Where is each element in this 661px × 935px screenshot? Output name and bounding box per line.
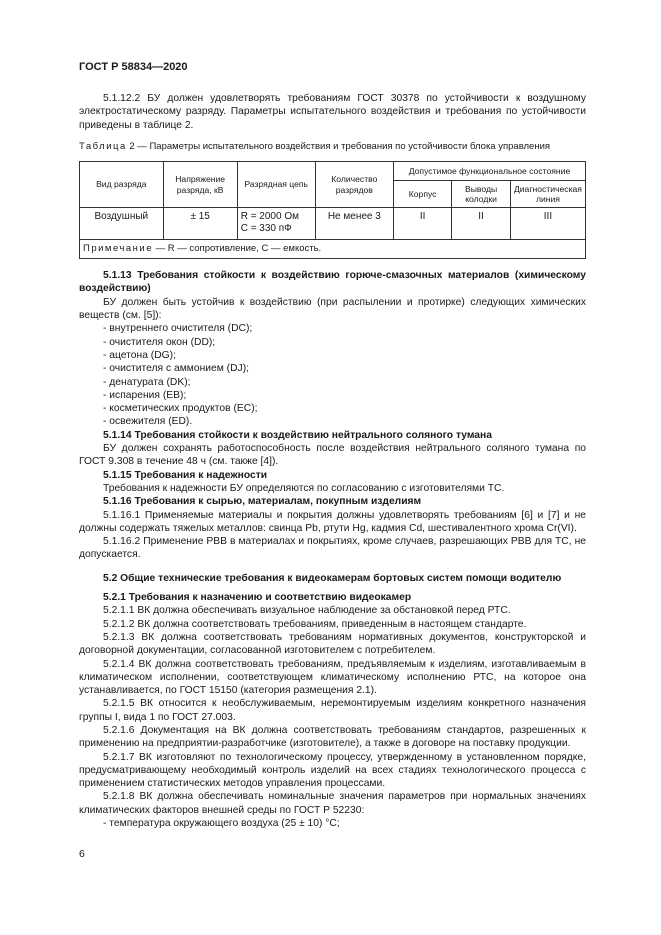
paragraph-5-2-1-5: 5.2.1.5 ВК относится к необслуживаемым, неремонтируемым изделиям конкретного назначения группы I, вида 1 по ГОСТ 27.003. (79, 698, 586, 723)
paragraph-5-2-1-4: 5.2.1.4 ВК должна соответствовать требованиям, предъявляемым к изделиям, изготавливаемым в климатическом исполнении, соответствующем климатическому исполнению РТС, на которое она устанавливается, по ГОСТ 15150 (категория размещения 2.1). (79, 658, 586, 697)
list-item: - очистителя окон (DD); (103, 336, 216, 348)
cell-count: Не менее 3 (315, 208, 393, 240)
cell-discharge-type: Воздушный (80, 208, 164, 240)
cell-diag-line: III (510, 208, 585, 240)
header-func-state: Допустимое функциональное состояние (393, 162, 585, 181)
paragraph-5-2-1-1: 5.2.1.1 ВК должна обеспечивать визуальное наблюдение за обстановкой перед РТС. (103, 605, 511, 617)
header-housing: Корпус (393, 181, 451, 208)
table-caption-label: Таблица (79, 140, 127, 152)
paragraph-5-2-1-8: 5.2.1.8 ВК должна обеспечивать номинальные значения параметров при нормальных значениях климатических факторов внешней среды по ГОСТ Р 52230: (79, 791, 586, 816)
header-count: Количество разрядов (315, 162, 393, 208)
header-voltage: Напряжение разряда, кВ (163, 162, 237, 208)
table-note-label: Примечание (83, 242, 153, 254)
header-diag-line: Диагностическая линия (510, 181, 585, 208)
table-caption-text: 2 — Параметры испытательного воздействия и требования по устойчивости блока управления (126, 140, 551, 152)
cell-terminals: II (452, 208, 511, 240)
cell-circuit-r: R = 2000 Ом (240, 211, 299, 223)
paragraph-5-2-1-7: 5.2.1.7 ВК изготовляют по технологическому процессу, утвержденному в установленном порядке, предусматривающему необходимый контроль изделий на всех стадиях технологического процесса с применением статистических методов управления процессами. (79, 751, 586, 790)
paragraph-5-1-16-1: 5.1.16.1 Применяемые материалы и покрытия должны удовлетворять требованиям [6] и [7] и не должны содержать тяжелых металлов: свинца Pb, ртути Hg, кадмия Cd, шестивалентного хрома Cr(VI). (79, 509, 586, 534)
paragraph-5-2-1-2: 5.2.1.2 ВК должна соответствовать требованиям, приведенным в настоящем стандарте. (103, 618, 527, 630)
table-2 (79, 161, 586, 259)
section-5-1-15-text: Требования к надежности БУ определяются по согласованию с изготовителями ТС. (103, 482, 505, 494)
paragraph-5-1-12-2: 5.1.12.2 БУ должен удовлетворять требованиям ГОСТ 30378 по устойчивости к воздушному электростатическому разряду. Параметры испытательного воздействия и требования по устойчивости приведены в таблице 2. (79, 93, 586, 131)
list-item: - денатурата (DK); (103, 376, 191, 388)
section-5-1-14-text: БУ должен сохранять работоспособность после воздействия нейтрального соляного тумана по ГОСТ 9.308 в течение 48 ч (см. также [4]). (79, 443, 586, 468)
section-5-2-1-title: 5.2.1 Требования к назначению и соответствию видеокамер (103, 592, 412, 604)
list-item: - очистителя с аммонием (DJ); (103, 363, 249, 375)
cell-housing: II (393, 208, 451, 240)
list-item: - освежителя (ED). (103, 416, 193, 428)
table-row (80, 208, 586, 240)
header-terminals: Выводы колодки (452, 181, 511, 208)
list-item: - температура окружающего воздуха (25 ± 10) °С; (103, 818, 340, 830)
list-item: - испарения (EB); (103, 389, 187, 401)
document-body (79, 92, 586, 830)
table-caption (79, 140, 586, 153)
section-5-2-title: 5.2 Общие технические требования к видеокамерам бортовых систем помощи водителю (103, 572, 562, 584)
page-number: 6 (79, 848, 85, 860)
section-5-1-15-title: 5.1.15 Требования к надежности (103, 469, 268, 481)
section-5-1-14-title: 5.1.14 Требования стойкости к воздействию нейтрального соляного тумана (103, 429, 492, 441)
paragraph-5-1-16-2: 5.1.16.2 Применение РВВ в материалах и покрытиях, кроме случаев, разрешающих РВВ для ТС, не допускается. (79, 536, 586, 561)
cell-voltage: ± 15 (163, 208, 237, 240)
cell-circuit (237, 208, 315, 240)
list-item: - внутреннего очистителя (DC); (103, 323, 253, 335)
table-note (80, 240, 586, 259)
header-circuit: Разрядная цепь (237, 162, 315, 208)
standard-header: ГОСТ Р 58834—2020 (79, 61, 188, 73)
paragraph-5-2-1-3: 5.2.1.3 ВК должна соответствовать требованиям нормативных документов, конструкторской и договорной документации, согласованной изготовителем с потребителем. (79, 631, 586, 657)
header-discharge-type: Вид разряда (80, 162, 164, 208)
cell-circuit-c: C = 330 пФ (240, 222, 292, 234)
section-5-1-13-text: БУ должен быть устойчив к воздействию (при распылении и протирке) следующих химических веществ (см. [5]): (79, 296, 586, 322)
list-item: - косметических продуктов (EC); (103, 403, 258, 415)
paragraph-5-2-1-6: 5.2.1.6 Документация на ВК должна соответствовать требованиям стандартов, разрешенных к применению на предприятии-разработчике (изготовителе), а также в договоре на поставку продукции. (79, 724, 586, 750)
list-item: - ацетона (DG); (103, 349, 176, 361)
section-5-1-13-title: 5.1.13 Требования стойкости к воздействию горюче-смазочных материалов (химическому воздействию) (79, 270, 586, 295)
section-5-1-16-title: 5.1.16 Требования к сырью, материалам, покупным изделиям (103, 496, 422, 508)
table-note-text: — R — сопротивление, C — емкость. (153, 242, 322, 254)
